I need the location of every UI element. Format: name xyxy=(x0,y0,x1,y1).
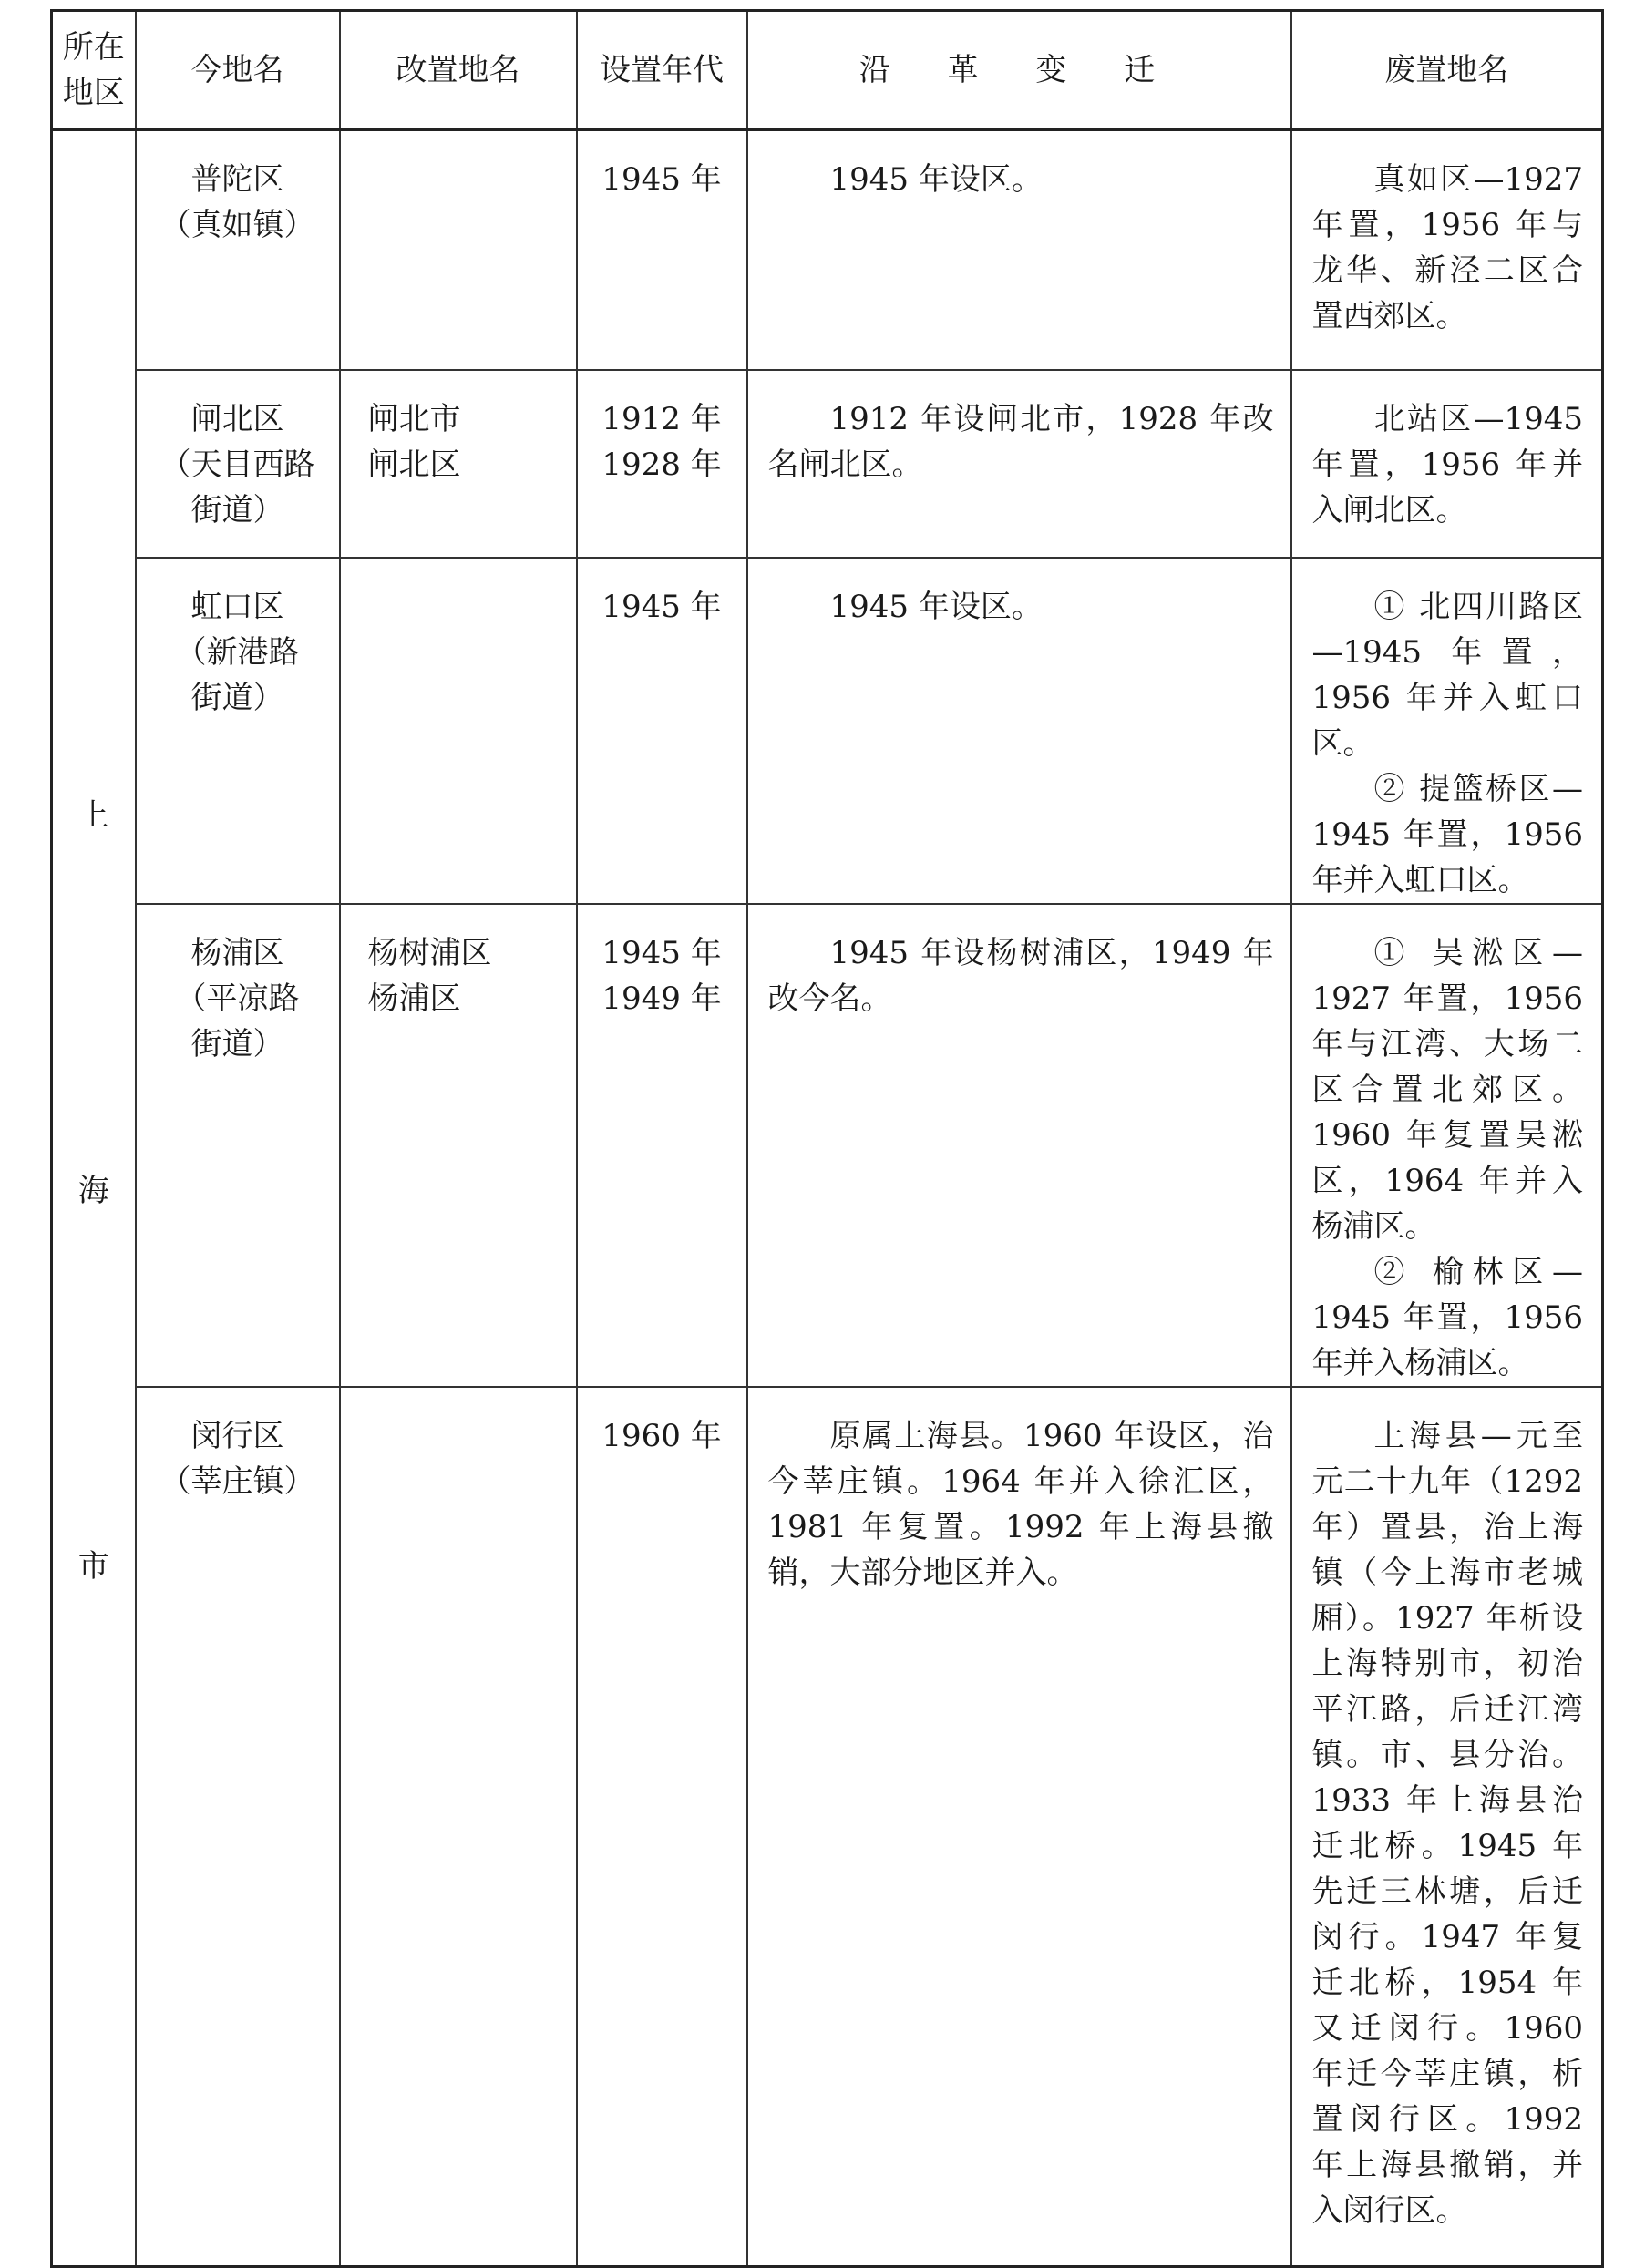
current-name-cell: 虹口区 （新港路 街道） xyxy=(136,558,340,904)
region-char: 海 xyxy=(77,1173,109,1209)
header-renamed: 改置地名 xyxy=(340,11,577,130)
history-cell: 原属上海县。1960 年设区，治今莘庄镇。1964 年并入徐汇区，1981 年复置。1992 年上海县撤销，大部分地区并入。 xyxy=(747,1387,1291,2267)
history-cell: 1945 年设区。 xyxy=(747,130,1291,370)
year-cell: 1945 年 xyxy=(577,130,747,370)
table-row xyxy=(52,1387,1603,2267)
table-row xyxy=(52,904,1603,1387)
renamed-cell: 闸北市 闸北区 xyxy=(340,370,577,558)
abolished-cell: ① 北四川路区—1945 年置，1956 年并入虹口区。 ② 提篮桥区—1945 年置，1956 年并入虹口区。 xyxy=(1291,558,1603,904)
gazetteer-table xyxy=(50,9,1604,2268)
header-established: 设置年代 xyxy=(577,11,747,130)
current-name-cell: 普陀区 （真如镇） xyxy=(136,130,340,370)
history-cell: 1912 年设闸北市，1928 年改名闸北区。 xyxy=(747,370,1291,558)
current-name-cell: 杨浦区 （平凉路 街道） xyxy=(136,904,340,1387)
header-current-name: 今地名 xyxy=(136,11,340,130)
year-cell: 1945 年 1949 年 xyxy=(577,904,747,1387)
region-char: 市 xyxy=(77,1548,109,1585)
table-row xyxy=(52,130,1603,370)
year-cell: 1912 年 1928 年 xyxy=(577,370,747,558)
current-name-cell: 闸北区 （天目西路 街道） xyxy=(136,370,340,558)
renamed-cell: 杨树浦区 杨浦区 xyxy=(340,904,577,1387)
abolished-cell: 真如区—1927 年置，1956 年与龙华、新泾二区合置西郊区。 xyxy=(1291,130,1603,370)
table-header xyxy=(52,11,1603,130)
table-row xyxy=(52,370,1603,558)
abolished-cell: 北站区—1945 年置，1956 年并入闸北区。 xyxy=(1291,370,1603,558)
region-char: 上 xyxy=(77,797,109,834)
renamed-cell xyxy=(340,1387,577,2267)
header-abolished: 废置地名 xyxy=(1291,11,1603,130)
region-cell xyxy=(52,130,136,2267)
current-name-cell: 闵行区 （莘庄镇） xyxy=(136,1387,340,2267)
header-region: 所在 地区 xyxy=(52,11,136,130)
renamed-cell xyxy=(340,558,577,904)
abolished-cell: ① 吴淞区—1927 年置，1956 年与江湾、大场二区合置北郊区。1960 年复置吴淞区，1964 年并入杨浦区。 ② 榆林区—1945 年置，1956 年并入杨浦区。 xyxy=(1291,904,1603,1387)
history-cell: 1945 年设区。 xyxy=(747,558,1291,904)
history-cell: 1945 年设杨树浦区，1949 年改今名。 xyxy=(747,904,1291,1387)
renamed-cell xyxy=(340,130,577,370)
table-row xyxy=(52,558,1603,904)
header-history: 沿 革 变 迁 xyxy=(747,11,1291,130)
year-cell: 1960 年 xyxy=(577,1387,747,2267)
abolished-cell: 上海县—元至元二十九年（1292 年）置县，治上海镇（今上海市老城厢）。1927 年析设上海特别市，初治平江路，后迁江湾镇。市、县分治。1933 年上海县治迁北桥。1945 年先迁三林塘，后迁闵行。1947 年复迁北桥，1954 年又迁闵行。1960 年迁今莘庄镇，析置闵行区。1992 年上海县撤销，并入闵行区。 xyxy=(1291,1387,1603,2267)
year-cell: 1945 年 xyxy=(577,558,747,904)
